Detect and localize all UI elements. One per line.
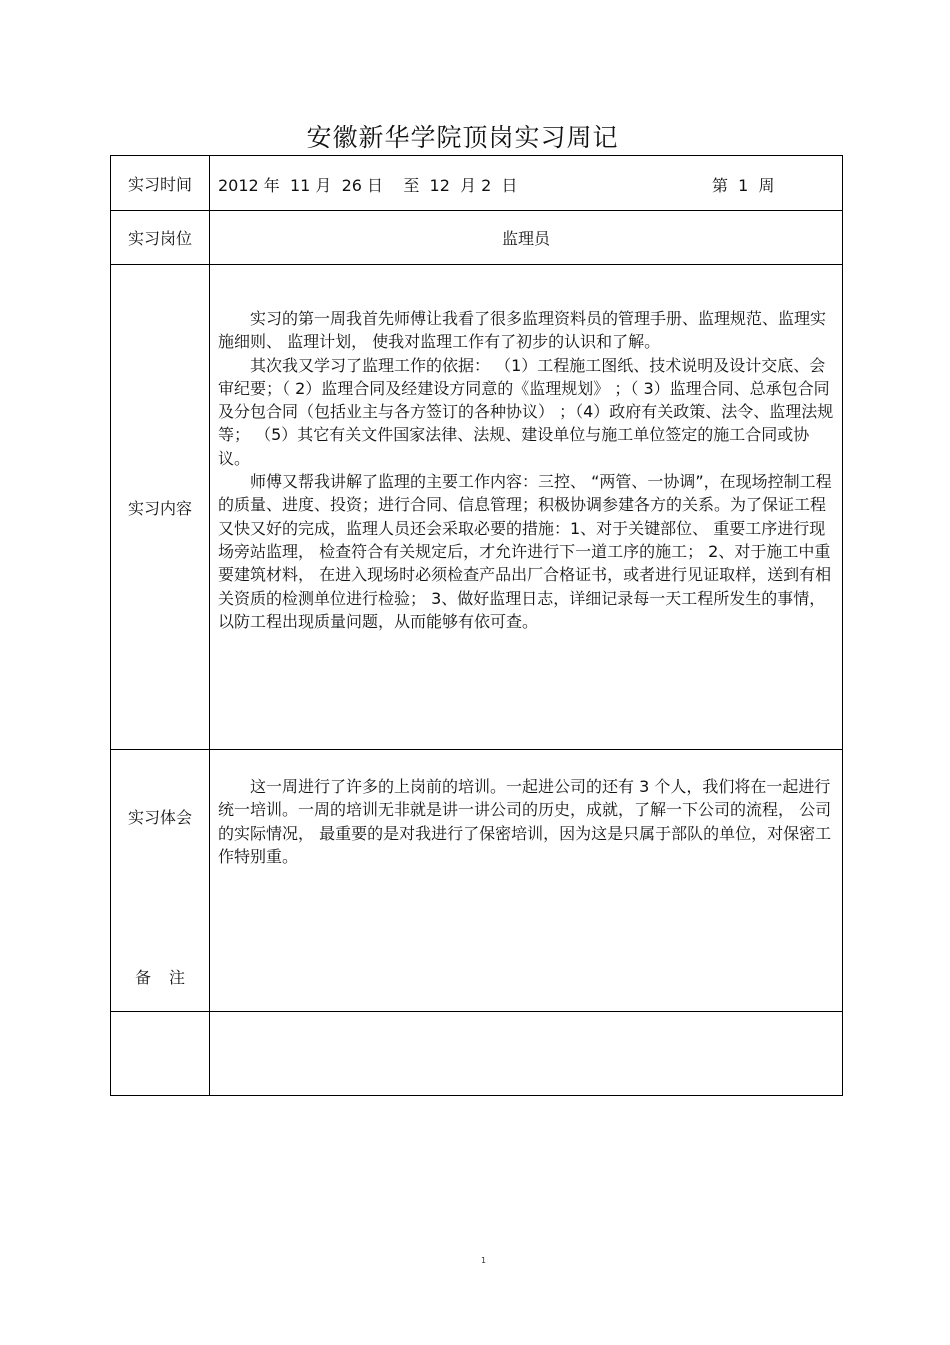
remark-blank-label-cell — [111, 1012, 210, 1096]
internship-content-row — [111, 265, 843, 750]
internship-post-row — [111, 211, 843, 265]
internship-reflection-cell — [210, 750, 843, 1012]
content-paragraph: 师傅又帮我讲解了监理的主要工作内容：三控、 “两管、一协调”，在现场控制工程的质量、进度、投资；进行合同、信息管理；积极协调参建各方的关系。为了保证工程又快又好的完成，监理人员还会采取必要的措施：1、对于关键部位、 重要工序进行现场旁站监理， 检查符合有关规定后，才允许进行下一道工序的施工； 2、对于施工中重要建筑材料， 在进入现场时必须检查产品出厂合格证书，或者进行见证取样，送到有相关资质的检测单位进行检验； 3、做好监理日志，详细记录每一天工程所发生的事情，以防工程出现质量问题，从而能够有依可查。 — [218, 472, 832, 631]
internship-time-label: 实习时间 — [111, 156, 210, 211]
internship-time-cell — [210, 156, 843, 211]
internship-post-label: 实习岗位 — [111, 211, 210, 265]
internship-post-value: 监理员 — [210, 211, 843, 265]
internship-date-range: 2012 年 11 月 26 日 至 12 月 2 日 — [218, 176, 518, 195]
internship-reflection-text: 这一周进行了许多的上岗前的培训。一起进公司的还有 3 个人，我们将在一起进行统一培训。一周的培训无非就是讲一讲公司的历史，成就，了解一下公司的流程， 公司的实际情况， 最重要的是对我进行了保密培训，因为这是只属于部队的单位，对保密工作特别重。 — [218, 777, 832, 866]
week-number: 第 1 周 — [712, 176, 775, 195]
internship-reflection-label: 实习体会 — [127, 808, 192, 827]
remark-value-cell — [210, 1012, 843, 1096]
internship-time-row — [111, 156, 843, 211]
remark-label: 备注 — [134, 968, 203, 987]
page-number: 1 — [481, 1256, 487, 1265]
internship-content-label: 实习内容 — [111, 265, 210, 750]
content-paragraph: 实习的第一周我首先师傅让我看了很多监理资料员的管理手册、监理规范、监理实施细则、 监理计划， 使我对监理工作有了初步的认识和了解。 — [218, 309, 827, 352]
internship-reflection-row — [111, 750, 843, 1012]
weekly-journal-table — [110, 155, 843, 1096]
internship-content-text — [218, 307, 840, 633]
content-paragraph: 其次我又学习了监理工作的依据： （1）工程施工图纸、技术说明及设计交底、会审纪要；（ 2）监理合同及经建设方同意的《监理规划》 ；（ 3）监理合同、总承包合同及分包合同（包括业主与各方签订的各种协议） ；（4）政府有关政策、法令、监理法规等； （5）其它有关文件国家法律、法规、建设单位与施工单位签定的施工合同或协议。 — [218, 355, 834, 468]
reflection-label-cell — [111, 750, 210, 1012]
remark-row — [111, 1012, 843, 1096]
internship-content-cell — [210, 265, 843, 750]
page-title: 安徽新华学院顶岗实习周记 — [306, 123, 619, 152]
